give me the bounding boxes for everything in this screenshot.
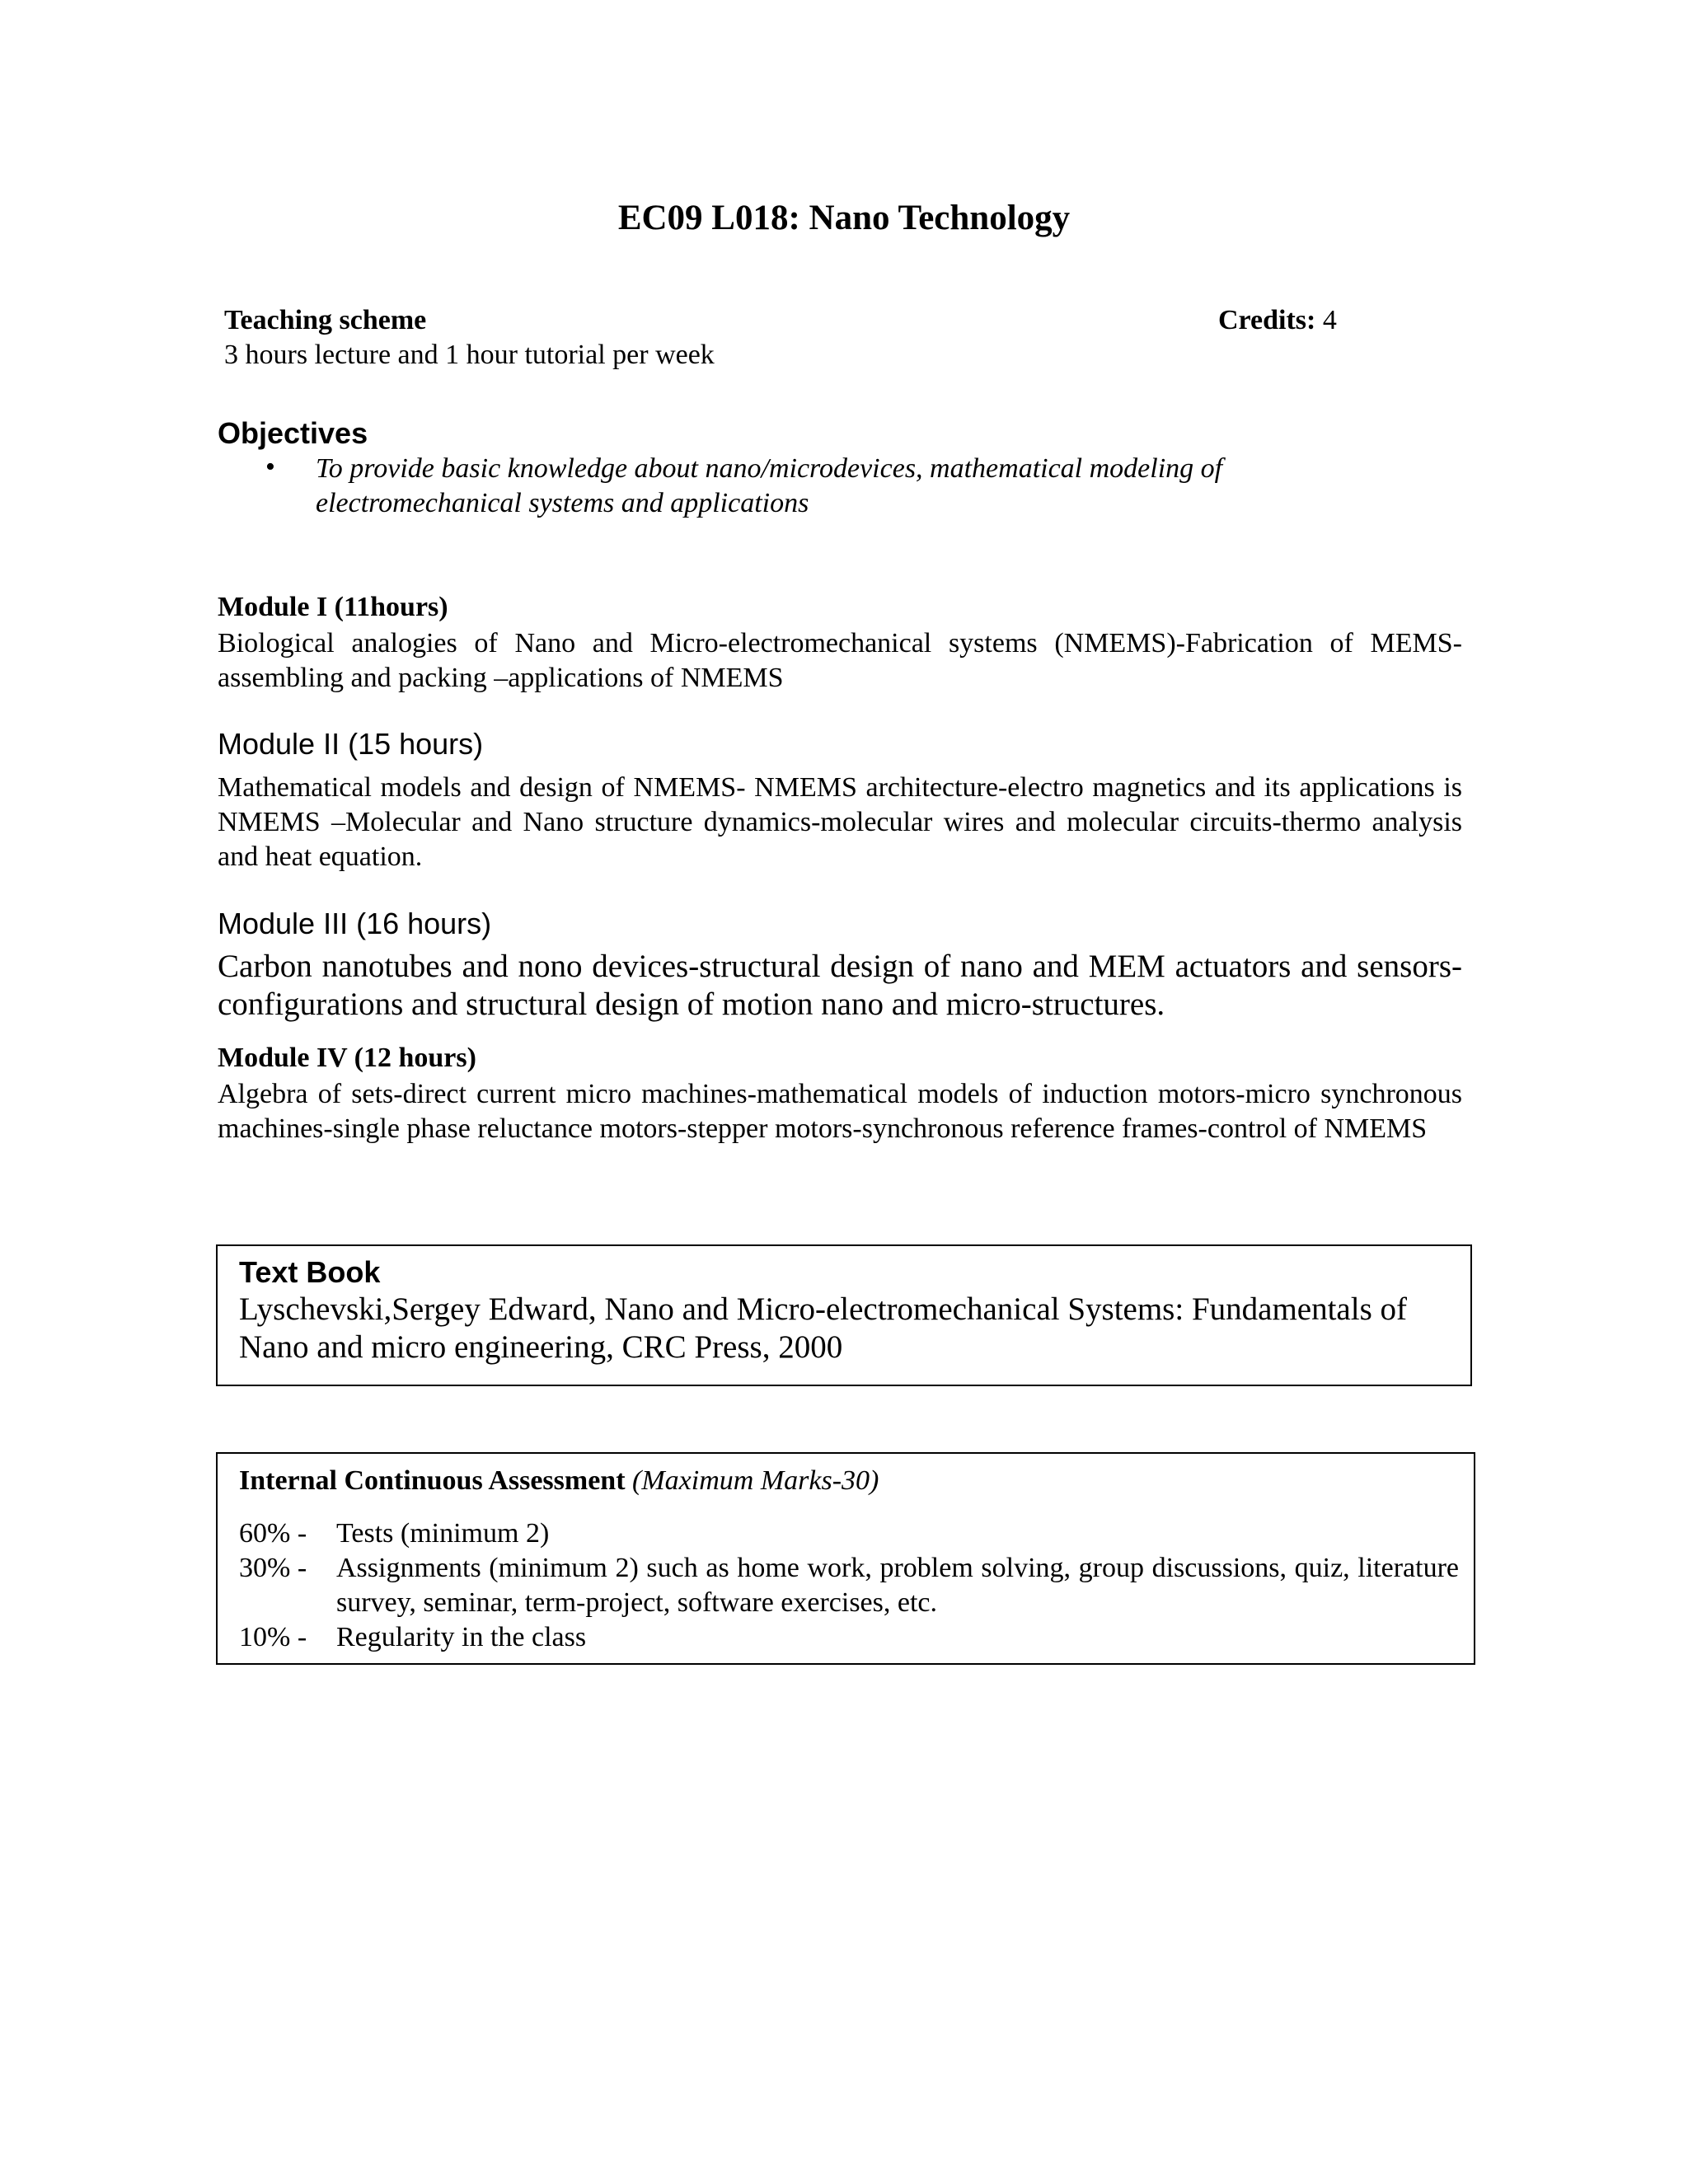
assessment-item: Regularity in the class xyxy=(336,1622,587,1652)
module-2-heading: Module II (15 hours) xyxy=(218,727,484,761)
objective-bullet: • xyxy=(265,452,275,482)
assessment-percent: 60% - xyxy=(239,1518,307,1549)
module-4-text: Algebra of sets-direct current micro machines-mathematical models of induction motors-micro synchronous machines-single phase reluctance motors-stepper motors-synchronous reference frames-control of NMEMS xyxy=(218,1079,1462,1144)
credits-value: 4 xyxy=(1322,305,1337,335)
assessment-item: Assignments (minimum 2) such as home work, problem solving, group discussions, quiz, literature survey, seminar, term-project, software exercises, etc. xyxy=(336,1553,1459,1618)
assessment-max-marks: (Maximum Marks-30) xyxy=(632,1465,879,1496)
text-book-reference: Lyschevski,Sergey Edward, Nano and Micro-electromechanical Systems: Fundamentals of Nano and micro engineering, CRC Press, 2000 xyxy=(239,1291,1407,1365)
objectives-heading: Objectives xyxy=(218,416,368,450)
text-book-heading: Text Book xyxy=(239,1255,381,1289)
assessment-percent: 10% - xyxy=(239,1622,307,1652)
credits-label: Credits: xyxy=(1218,305,1316,335)
module-1-heading: Module I (11hours) xyxy=(218,592,448,622)
assessment-title: Internal Continuous Assessment xyxy=(239,1465,626,1496)
assessment-item: Tests (minimum 2) xyxy=(336,1518,550,1549)
module-2-text: Mathematical models and design of NMEMS- NMEMS architecture-electro magnetics and its applications is NMEMS –Molecular and Nano structure dynamics-molecular wires and molecular circuits-thermo analysis and heat equation. xyxy=(218,772,1462,872)
module-1-text: Biological analogies of Nano and Micro-electromechanical systems (NMEMS)-Fabrication of MEMS-assembling and packing –applications of NMEMS xyxy=(218,628,1462,693)
teaching-scheme-detail: 3 hours lecture and 1 hour tutorial per week xyxy=(224,340,715,370)
module-4-heading: Module IV (12 hours) xyxy=(218,1043,476,1073)
teaching-scheme-heading: Teaching scheme xyxy=(224,305,427,335)
module-3-heading: Module III (16 hours) xyxy=(218,907,492,940)
module-3-text: Carbon nanotubes and nono devices-structural design of nano and MEM actuators and sensors-configurations and structural design of motion nano and micro-structures. xyxy=(218,949,1462,1022)
credits xyxy=(1218,305,1337,336)
objective-item: To provide basic knowledge about nano/microdevices, mathematical modeling of electromechanical systems and applications xyxy=(316,453,1223,518)
assessment-percent: 30% - xyxy=(239,1553,307,1583)
page-title: EC09 L018: Nano Technology xyxy=(617,199,1071,237)
assessment-heading xyxy=(239,1465,879,1497)
